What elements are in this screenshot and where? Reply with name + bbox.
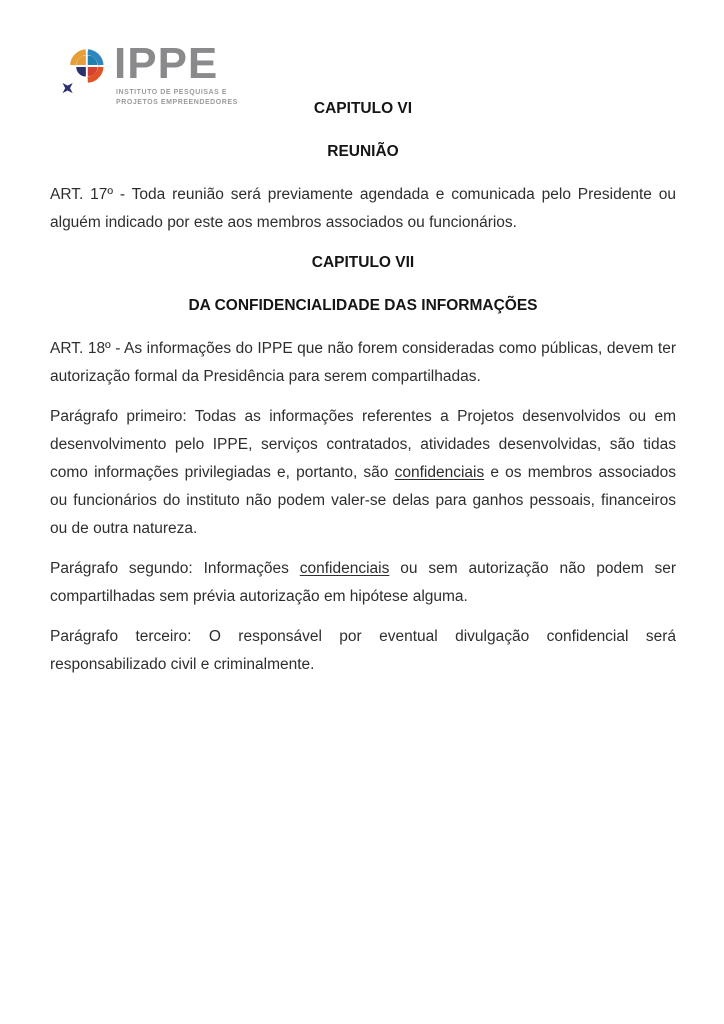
document-body [50, 95, 676, 691]
body-paragraph [50, 555, 676, 611]
text-segment: Parágrafo primeiro: Todas as informações referentes a Projetos desenvolvidos ou em desenvolvimento pelo IPPE, serviços contratados, atividades desenvolvidas, são tidas como informações privilegiadas e, portanto, são [50, 408, 676, 481]
logo-star-icon [63, 83, 73, 93]
text-segment: ART. 18º - As informações do IPPE que não forem consideradas como públicas, devem ter autorização formal da Presidência para serem compartilhadas. [50, 340, 676, 385]
text-segment: Parágrafo segundo: Informações [50, 560, 300, 577]
body-paragraph [50, 335, 676, 391]
chapter-heading: DA CONFIDENCIALIDADE DAS INFORMAÇÕES [188, 297, 538, 314]
text-segment: Parágrafo terceiro: O responsável por eventual divulgação confidencial será responsabilizado civil e criminalmente. [50, 628, 676, 673]
brand-name: IPPE [114, 39, 219, 88]
chapter-heading: CAPITULO VI [313, 100, 413, 117]
underlined-term: confidenciais [394, 464, 485, 481]
text-segment: e os membros associados ou funcionários do instituto não podem valer-se delas para ganhos pessoais, financeiros ou de outra natureza. [50, 464, 676, 537]
ippe-logo-mark-icon [58, 46, 106, 98]
body-paragraph [50, 623, 676, 679]
chapter-heading: CAPITULO VII [311, 254, 415, 271]
body-paragraph [50, 181, 676, 237]
logo-wedge-bottom-left [76, 67, 86, 77]
chapter-heading: REUNIÃO [327, 143, 399, 160]
underlined-term: confidenciais [299, 560, 390, 577]
body-paragraph [50, 403, 676, 543]
text-segment: ART. 17º - Toda reunião será previamente agendada e comunicada pelo Presidente ou alguém indicado por este aos membros associados ou funcionários. [50, 186, 676, 231]
tagline-line1: INSTITUTO DE PESQUISAS E [116, 89, 228, 97]
text-segment: ou sem autorização não podem ser compartilhadas sem prévia autorização em hipótese alguma. [50, 560, 677, 605]
tagline-line2: PROJETOS EMPREENDEDORES [116, 98, 238, 106]
